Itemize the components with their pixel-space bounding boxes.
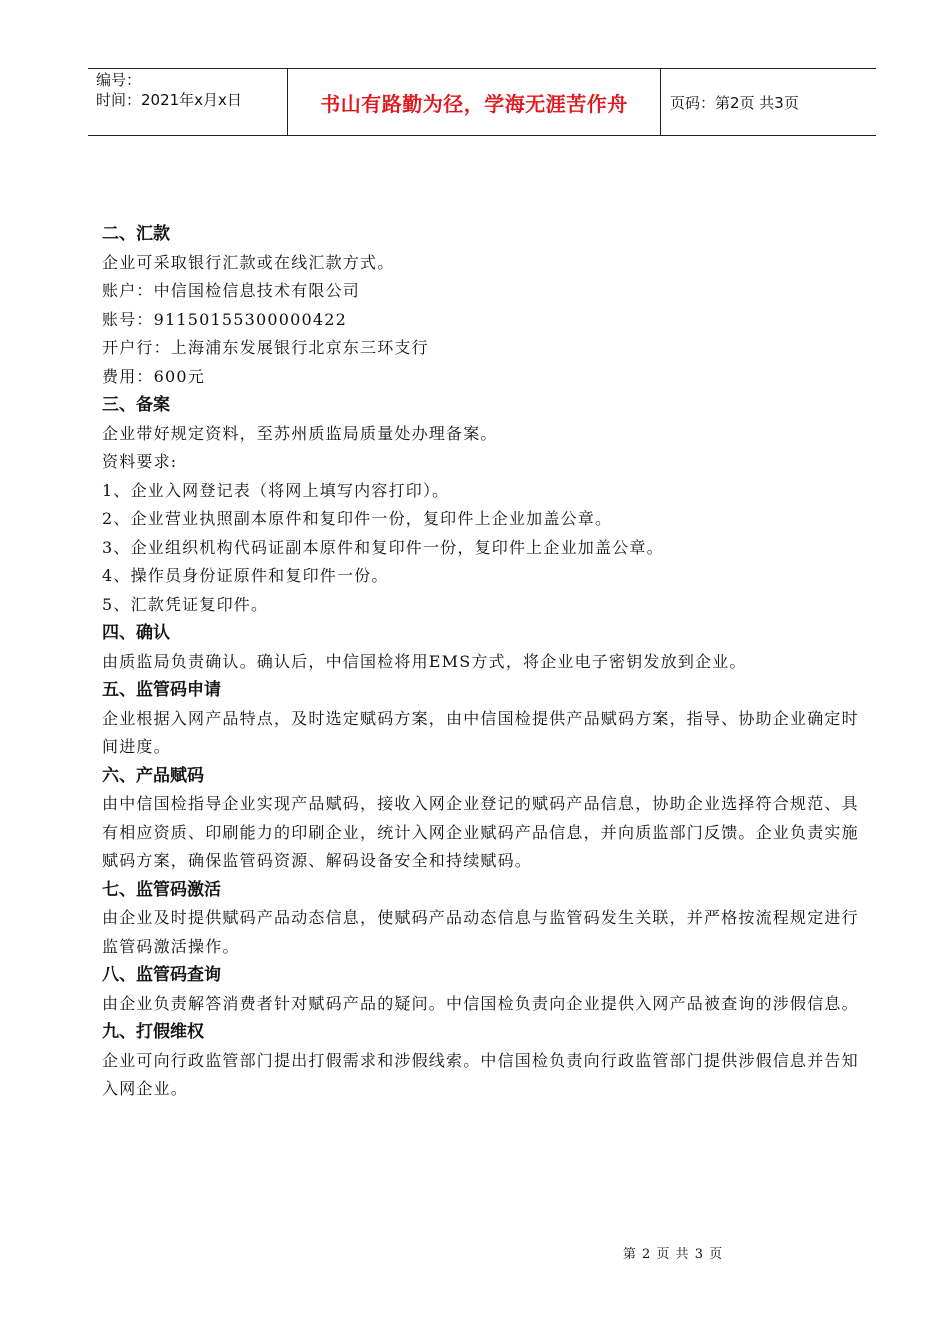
footer-page-number: 第 2 页 共 3 页 — [622, 1247, 724, 1262]
list-item: 5、汇款凭证复印件。 — [102, 594, 269, 614]
section-heading: 九、打假维权 — [102, 1022, 204, 1042]
document-body — [102, 220, 860, 1104]
fee-line: 费用：600元 — [102, 366, 205, 386]
list-item: 4、操作员身份证原件和复印件一份。 — [102, 566, 389, 585]
body-line: 企业可采取银行汇款或在线汇款方式。 — [102, 252, 395, 272]
header-info-cell — [88, 69, 288, 135]
motto-text: 书山有路勤为径，学海无涯苦作舟 — [320, 91, 628, 116]
section-paragraph: 由企业负责解答消费者针对赋码产品的疑问。中信国检负责向企业提供入网产品被查询的涉假信息。 — [102, 993, 859, 1013]
document-header — [88, 68, 876, 136]
list-item: 2、企业营业执照副本原件和复印件一份，复印件上企业加盖公章。 — [102, 509, 613, 528]
page-label: 页码：第2页 共3页 — [670, 93, 799, 112]
section-heading: 二、汇款 — [102, 224, 170, 244]
section-heading: 四、确认 — [102, 623, 170, 643]
account-name-line: 账户：中信国检信息技术有限公司 — [102, 281, 361, 300]
account-number-line: 账号：91150155300000422 — [102, 309, 348, 329]
header-motto-cell — [288, 69, 661, 135]
section-heading: 五、监管码申请 — [102, 680, 221, 700]
body-line: 资料要求: — [102, 452, 178, 471]
section-heading: 六、产品赋码 — [102, 765, 204, 786]
time-label: 时间：2021年x月x日 — [96, 91, 242, 109]
header-page-cell — [661, 69, 876, 135]
section-heading: 七、监管码激活 — [102, 879, 221, 900]
serial-label: 编号： — [96, 71, 142, 89]
section-paragraph: 企业根据入网产品特点，及时选定赋码方案，由中信国检提供产品赋码方案，指导、协助企业确定时间进度。 — [102, 708, 859, 756]
body-line: 企业带好规定资料，至苏州质监局质量处办理备案。 — [102, 423, 498, 443]
list-item: 1、企业入网登记表（将网上填写内容打印）。 — [102, 480, 450, 500]
page-footer — [0, 1243, 950, 1262]
section-paragraph: 企业可向行政监管部门提出打假需求和涉假线索。中信国检负责向行政监管部门提供涉假信息并告知入网企业。 — [102, 1050, 859, 1098]
section-paragraph: 由中信国检指导企业实现产品赋码，接收入网企业登记的赋码产品信息，协助企业选择符合规范、具有相应资质、印刷能力的印刷企业，统计入网企业赋码产品信息，并向质监部门反馈。企业负责实施赋码方案，确保监管码资源、解码设备安全和持续赋码。 — [102, 794, 859, 870]
list-item: 3、企业组织机构代码证副本原件和复印件一份，复印件上企业加盖公章。 — [102, 537, 664, 557]
bank-line: 开户行：上海浦东发展银行北京东三环支行 — [102, 338, 429, 357]
section-paragraph: 由企业及时提供赋码产品动态信息，使赋码产品动态信息与监管码发生关联，并严格按流程规定进行监管码激活操作。 — [102, 908, 859, 956]
section-heading: 三、备案 — [102, 395, 170, 415]
section-paragraph: 由质监局负责确认。确认后，中信国检将用EMS方式，将企业电子密钥发放到企业。 — [102, 651, 747, 671]
section-heading: 八、监管码查询 — [102, 965, 221, 985]
